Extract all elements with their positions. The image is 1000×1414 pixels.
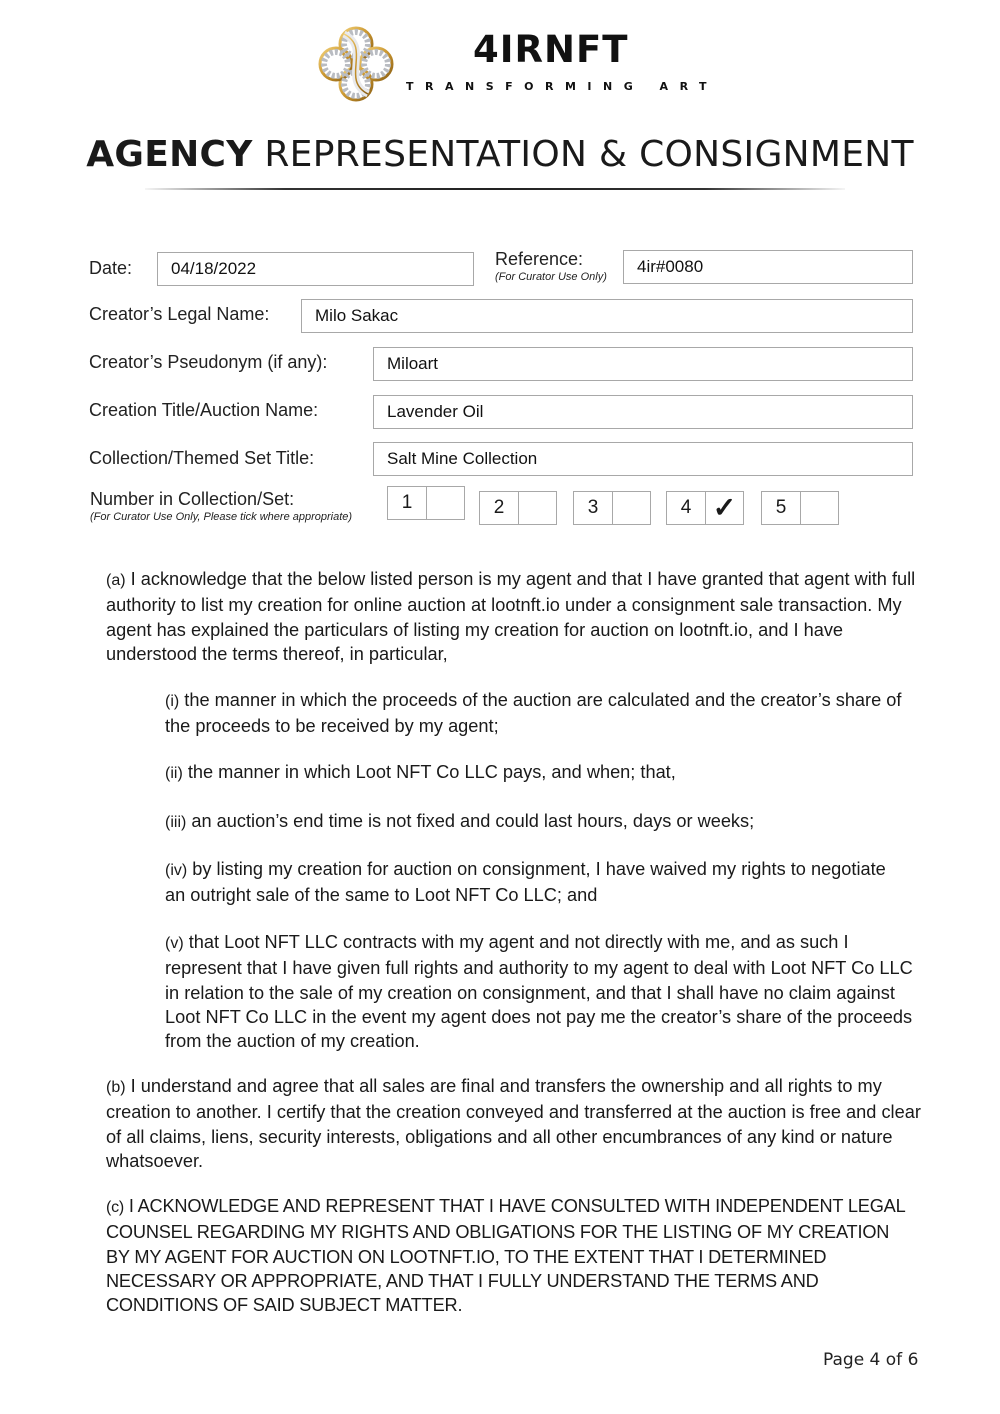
clause-label: (i) — [165, 693, 180, 710]
collection-title-field[interactable]: Salt Mine Collection — [373, 442, 913, 476]
clause-label: (c) — [106, 1199, 125, 1216]
title-regular: REPRESENTATION & CONSIGNMENT — [264, 134, 914, 175]
number-in-collection-sublabel: (For Curator Use Only, Please tick where appropriate) — [90, 511, 353, 523]
option-number: 3 — [574, 492, 613, 524]
clause-a-v — [165, 930, 930, 1053]
clause-b — [106, 1074, 928, 1173]
clause-label: (v) — [165, 935, 184, 952]
collection-number-option-1[interactable] — [387, 486, 465, 520]
brand-tagline: TRANSFORMING ART — [406, 80, 719, 93]
clause-text: that Loot NFT LLC contracts with my agent and not directly with me, and as such I represent that I have given full rights and authority to my agent to deal with Loot NFT Co LLC in relation to the sale of my creation on consignment, and that I shall have no claim against Loot NFT Co LLC in the event my agent does not pay me the creator’s share of the proceeds from the auction of my creation. — [165, 932, 913, 1052]
option-number: 1 — [388, 487, 427, 519]
legal-name-field[interactable]: Milo Sakac — [301, 299, 913, 333]
clause-text: I understand and agree that all sales are final and transfers the ownership and all rights to my creation to another. I certify that the creation conveyed and transferred at the auction is free and clear of all claims, liens, security interests, obligations and all other encumbrances of any kind or nature whatsoever. — [106, 1076, 921, 1171]
clause-text: the manner in which Loot NFT Co LLC pays, and when; that, — [187, 762, 676, 782]
number-in-collection-label: Number in Collection/Set: — [90, 489, 295, 509]
collection-number-option-4[interactable] — [666, 491, 744, 525]
collection-number-option-5[interactable] — [761, 491, 839, 525]
clause-label: (a) — [106, 572, 126, 589]
creation-title-label: Creation Title/Auction Name: — [89, 400, 319, 420]
clause-a-iii — [165, 809, 925, 835]
clause-a-ii — [165, 760, 925, 786]
clause-text: by listing my creation for auction on consignment, I have waived my rights to negotiate an outright sale of the same to Loot NFT Co LLC; and — [165, 859, 886, 906]
clause-a-i — [165, 688, 925, 739]
pseudonym-label: Creator’s Pseudonym (if any): — [89, 352, 328, 372]
checkmark-icon[interactable]: ✓ — [712, 492, 737, 523]
clause-text: I ACKNOWLEDGE AND REPRESENT THAT I HAVE CONSULTED WITH INDEPENDENT LEGAL COUNSEL REGARDING MY RIGHTS AND OBLIGATIONS FOR THE LISTING OF MY CREATION BY MY AGENT FOR AUCTION ON LOOTNFT.IO, TO THE EXTENT THAT I DETERMINED NECESSARY OR APPROPRIATE, AND THAT I FULLY UNDERSTAND THE TERMS AND CONDITIONS OF SAID SUBJECT MATTER. — [106, 1196, 905, 1316]
title-divider — [145, 188, 845, 190]
clause-label: (b) — [106, 1079, 126, 1096]
collection-number-option-2[interactable] — [479, 491, 557, 525]
clause-a — [106, 567, 932, 666]
option-number: 2 — [480, 492, 519, 524]
clause-label: (iii) — [165, 814, 187, 831]
page-title — [0, 134, 1000, 175]
tick-checkbox[interactable] — [427, 487, 464, 519]
clause-text: the manner in which the proceeds of the auction are calculated and the creator’s share of the proceeds to be received by my agent; — [165, 690, 902, 737]
logo-icon — [316, 24, 396, 104]
legal-name-label: Creator’s Legal Name: — [89, 304, 270, 324]
clause-label: (ii) — [165, 765, 183, 782]
clause-text: an auction’s end time is not fixed and could last hours, days or weeks; — [191, 811, 755, 831]
tick-checkbox[interactable] — [613, 492, 650, 524]
date-label: Date: — [89, 258, 133, 278]
tick-checkbox[interactable] — [801, 492, 838, 524]
collection-title-label: Collection/Themed Set Title: — [89, 448, 315, 468]
brand-name: 4IRNFT — [473, 28, 629, 71]
reference-sublabel: (For Curator Use Only) — [495, 271, 607, 283]
clause-label: (iv) — [165, 862, 188, 879]
clause-c — [106, 1194, 906, 1317]
clause-text: I acknowledge that the below listed person is my agent and that I have granted that agent with full authority to list my creation for online auction at lootnft.io under a consignment sale transaction. My agent has explained the particulars of listing my creation for auction on lootnft.io, and I have understood the terms thereof, in particular, — [106, 569, 916, 664]
collection-number-option-3[interactable] — [573, 491, 651, 525]
clause-a-iv — [165, 857, 905, 908]
option-number: 5 — [762, 492, 801, 524]
pseudonym-field[interactable]: Miloart — [373, 347, 913, 381]
page-number: Page 4 of 6 — [823, 1350, 919, 1370]
date-field[interactable]: 04/18/2022 — [157, 252, 474, 286]
tick-checkbox[interactable] — [519, 492, 556, 524]
title-bold: AGENCY — [86, 134, 253, 175]
reference-label: Reference: — [495, 249, 584, 269]
option-number: 4 — [667, 492, 706, 524]
reference-field[interactable]: 4ir#0080 — [623, 250, 913, 284]
creation-title-field[interactable]: Lavender Oil — [373, 395, 913, 429]
